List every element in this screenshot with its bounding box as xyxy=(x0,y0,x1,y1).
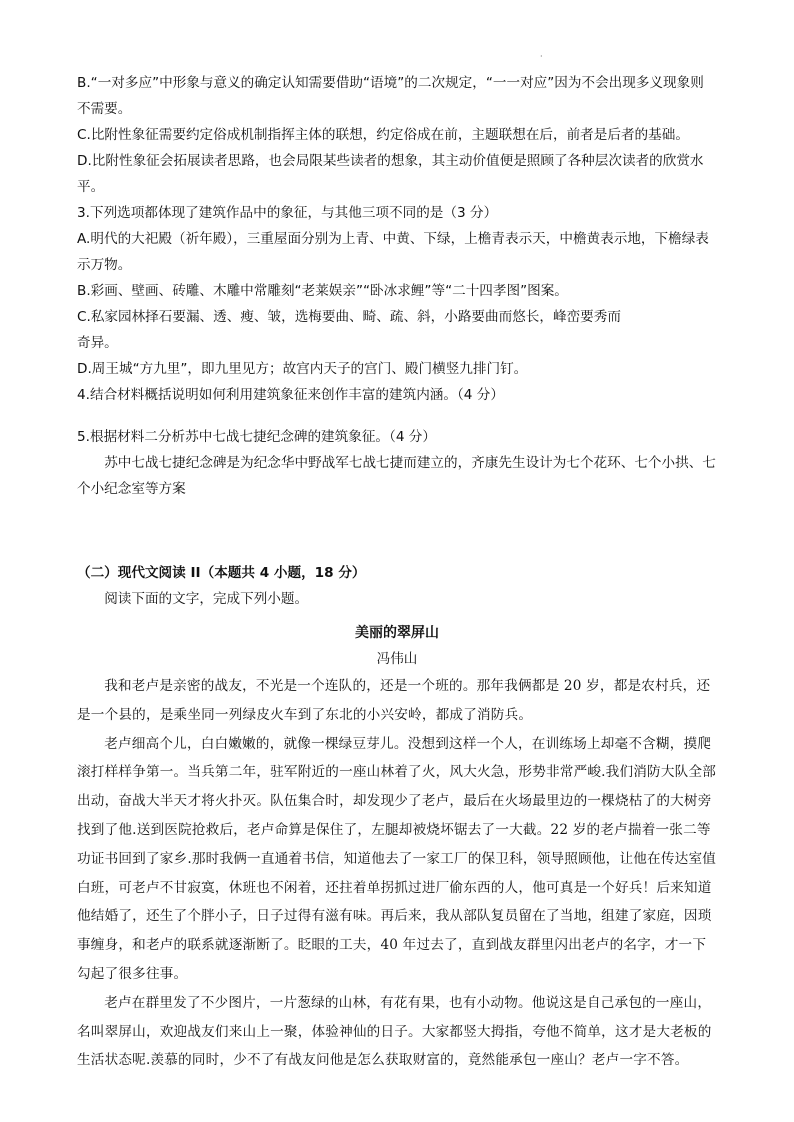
section-title: （二）现代文阅读 II（本题共 4 小题，18 分） xyxy=(77,565,366,581)
question-block xyxy=(77,70,717,502)
question-3-option-d: D.周王城“方九里”，即九里见方；故宫内天子的宫门、殿门横竖九排门钉。 xyxy=(77,361,528,377)
story-paragraph-3: 老卢在群里发了不少图片，一片葱绿的山林，有花有果，也有小动物。他说这是自己承包的一座山，名叫翠屏山，欢迎战友们来山上一聚，体验神仙的日子。大家都竖大拇指，夸他不简单，这才是大老板的生活状态呢.羡慕的同时，少不了有战友问他是怎么获取财富的，竟然能承包一座山？老卢一字不答。 xyxy=(77,994,712,1069)
question-3-option-b: B.彩画、壁画、砖雕、木雕中常雕刻“老莱娱亲”“卧冰求鲤”等“二十四孝图”图案。 xyxy=(77,283,568,299)
reading-section xyxy=(77,560,717,1075)
page-mark: · xyxy=(540,52,543,61)
story-author: 冯伟山 xyxy=(376,651,418,667)
question-3-stem: 3.下列选项都体现了建筑作品中的象征，与其他三项不同的是（3 分） xyxy=(77,205,498,221)
section-instruction: 阅读下面的文字，完成下列小题。 xyxy=(104,591,309,607)
question-4: 4.结合材料概括说明如何利用建筑象征来创作丰富的建筑内涵。（4 分） xyxy=(77,387,504,403)
story-paragraph-2: 老卢细高个儿，白白嫩嫩的，就像一棵绿豆芽儿。没想到这样一个人，在训练场上却毫不含糊，摸爬滚打样样争第一。当兵第二年，驻军附近的一座山林着了火，风大火急，形势非常严峻.我们消防大队全部出动，奋战大半天才将火扑灭。队伍集合时，却发现少了老卢，最后在火场最里边的一棵烧枯了的大树旁找到了他.送到医院抢救后，老卢命算是保住了，左腿却被烧坏锯去了一大截。22 岁的老卢揣着一张二等功证书回到了家乡.那时我俩一直通着书信，知道他去了一家工厂的保卫科，领导照顾他，让他在传达室值白班，可老卢不甘寂寞，休班也不闲着，还拄着单拐抓过进厂偷东西的人，他可真是一个好兵！后来知道他结婚了，还生了个胖小子，日子过得有滋有味。再后来，我从部队复员留在了当地，组建了家庭，因琐事缠身，和老卢的联系就逐渐断了。眨眼的工夫，40 年过去了，直到战友群里闪出老卢的名字，才一下勾起了很多往事。 xyxy=(77,735,717,982)
story-paragraph-1: 我和老卢是亲密的战友，不光是一个连队的，还是一个班的。那年我俩都是 20 岁，都是农村兵，还是一个县的，是乘坐同一列绿皮火车到了东北的小兴安岭，都成了消防兵。 xyxy=(77,678,711,723)
option-d-text: D.比附性象征会拓展读者思路，也会局限某些读者的想象，其主动价值便是照顾了各种层次读者的欣赏水平。 xyxy=(77,153,704,195)
story-title: 美丽的翠屏山 xyxy=(355,625,439,641)
question-3-option-c-line2: 奇异。 xyxy=(77,335,118,351)
option-c-text: C.比附性象征需要约定俗成机制指挥主体的联想，约定俗成在前，主题联想在后，前者是后者的基础。 xyxy=(77,127,689,143)
option-b-text: B.“一对多应”中形象与意义的确定认知需要借助“语境”的二次规定，“一一对应”因为不会出现多义现象则不需要。 xyxy=(77,75,704,117)
question-3-option-c-line1: C.私家园林择石要漏、透、瘦、皱，选梅要曲、畸、疏、斜，小路要曲而悠长，峰峦要秀而 xyxy=(77,309,621,325)
question-5: 5.根据材料二分析苏中七战七捷纪念碑的建筑象征。（4 分） xyxy=(77,429,436,445)
spacer xyxy=(77,408,717,424)
question-5-quote: 苏中七战七捷纪念碑是为纪念华中野战军七战七捷而建立的，齐康先生设计为七个花环、七个小拱、七个小纪念室等方案 xyxy=(77,455,716,497)
question-3-option-a: A.明代的大祀殿（祈年殿），三重屋面分别为上青、中黄、下绿，上檐青表示天，中檐黄表示地，下檐绿表示万物。 xyxy=(77,231,709,273)
